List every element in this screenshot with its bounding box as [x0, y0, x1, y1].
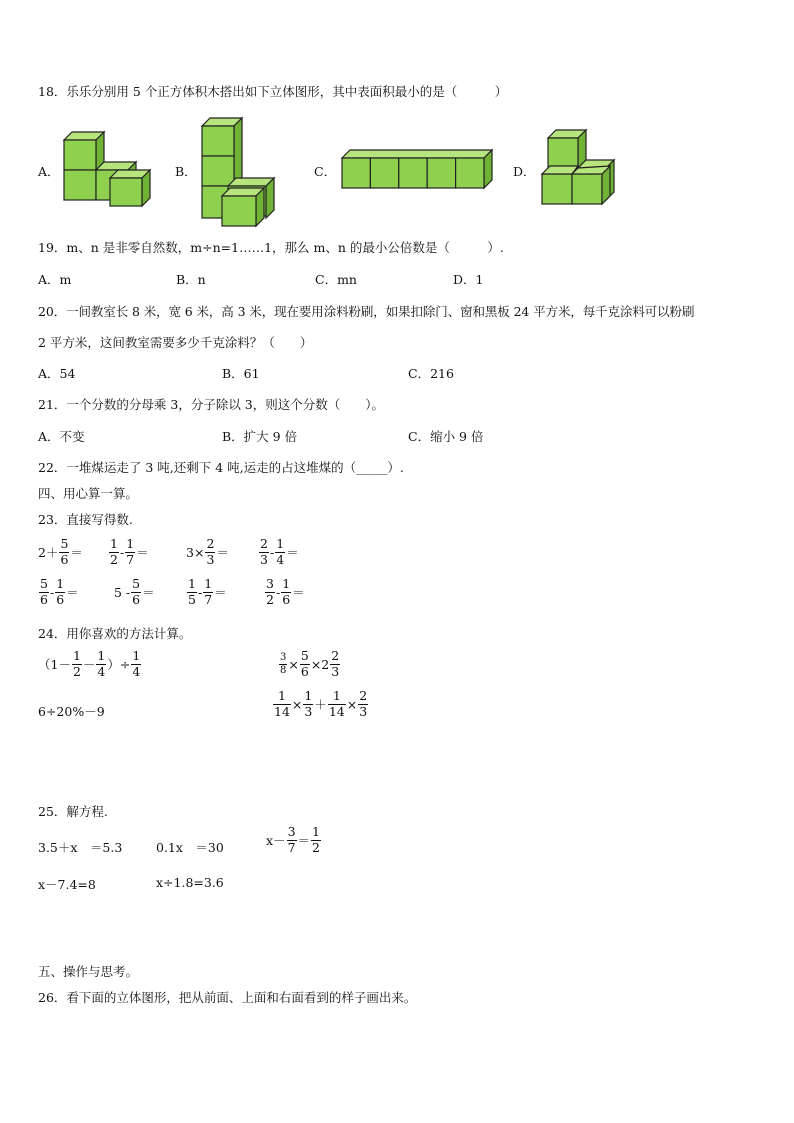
- q23-row1-item3: 3× $\frac{2}{3}$ ＝: [186, 536, 229, 567]
- q20-option-a: A．54: [38, 366, 76, 381]
- q18-figure-d: [538, 126, 620, 208]
- q19-option-b: B．n: [176, 272, 206, 287]
- q23-row2-item3: $\frac{1}{5}$ - $\frac{1}{7}$ ＝: [188, 576, 227, 607]
- q20-text-line2: 2 平方米，这间教室需要多少千克涂料？（ ）: [38, 335, 313, 350]
- q20-option-c: C．216: [408, 366, 454, 381]
- q24-text: 24．用你喜欢的方法计算。: [38, 626, 192, 641]
- q19-option-c: C．mn: [315, 272, 357, 287]
- q18-text: 18．乐乐分别用 5 个正方体积木搭出如下立体图形，其中表面积最小的是（ ）: [38, 84, 508, 99]
- q23-row1-item1: 2＋ $\frac{5}{6}$ ＝: [38, 536, 83, 567]
- q23-text: 23．直接写得数.: [38, 512, 133, 527]
- q21-option-c: C．缩小 9 倍: [408, 429, 484, 444]
- q25-eq3: x－ $\frac{3}{7}$ ＝ $\frac{1}{2}$: [266, 824, 320, 855]
- q25-eq4: x－7.4=8: [38, 877, 96, 892]
- q25-text: 25．解方程.: [38, 804, 108, 819]
- q19-option-a: A．m: [38, 272, 72, 287]
- cube: [64, 132, 104, 170]
- q24-expr3: 6÷20%－9: [38, 704, 105, 719]
- q25-eq1: 3.5＋x ＝5.3: [38, 840, 123, 855]
- q19-text: 19．m、n 是非零自然数，m÷n=1……1，那么 m、n 的最小公倍数是（ ）.: [38, 240, 504, 255]
- q24-expr4: $\frac{1}{14}$ × $\frac{1}{3}$ ＋ $\frac{1}{14}$ × $\frac{2}{3}$: [274, 688, 368, 719]
- q18-figure-c: [338, 146, 498, 192]
- q18-figure-b: [198, 114, 278, 228]
- q23-row2-item1: $\frac{5}{6}$ - $\frac{1}{6}$ ＝: [40, 576, 79, 607]
- q23-row2-item2: 5 - $\frac{5}{6}$ ＝: [114, 576, 155, 607]
- q20-option-b: B．61: [222, 366, 260, 381]
- q25-eq2: 0.1x ＝30: [156, 840, 224, 855]
- q26-text: 26．看下面的立体图形，把从前面、上面和右面看到的样子画出来。: [38, 990, 417, 1005]
- q24-expr2: $\frac{3}{8}$ × $\frac{5}{6}$ ×2 $\frac{2}{3}$: [280, 648, 340, 679]
- q23-row1-item4: $\frac{2}{3}$ - $\frac{1}{4}$ ＝: [260, 536, 299, 567]
- q18-figure-a: [60, 128, 164, 210]
- q19-option-d: D．1: [453, 272, 484, 287]
- section5-title: 五、操作与思考。: [38, 964, 139, 979]
- q23-row1-item2: $\frac{1}{2}$ - $\frac{1}{7}$ ＝: [110, 536, 149, 567]
- q22-text: 22．一堆煤运走了 3 吨,还剩下 4 吨,运走的占这堆煤的（_____）.: [38, 460, 404, 475]
- q21-option-b: B．扩大 9 倍: [222, 429, 298, 444]
- q18-option-b-label: B．: [175, 164, 197, 179]
- q18-option-a-label: A．: [38, 164, 60, 179]
- q23-row2-item4: $\frac{3}{2}$ - $\frac{1}{6}$ ＝: [266, 576, 305, 607]
- q21-text: 21．一个分数的分母乘 3，分子除以 3，则这个分数（ ）。: [38, 397, 385, 412]
- q25-eq5: x÷1.8=3.6: [156, 875, 224, 890]
- q18-option-c-label: C．: [314, 164, 337, 179]
- q18-option-d-label: D．: [513, 164, 536, 179]
- section4-title: 四、用心算一算。: [38, 486, 139, 501]
- q24-expr1: （1－ $\frac{1}{2}$ － $\frac{1}{4}$ ）÷ $\frac{1}{4}$: [38, 648, 141, 679]
- q21-option-a: A．不变: [38, 429, 85, 444]
- q20-text-line1: 20．一间教室长 8 米，宽 6 米，高 3 米，现在要用涂料粉刷，如果扣除门、窗和黑板 24 平方米，每千克涂料可以粉刷: [38, 304, 695, 319]
